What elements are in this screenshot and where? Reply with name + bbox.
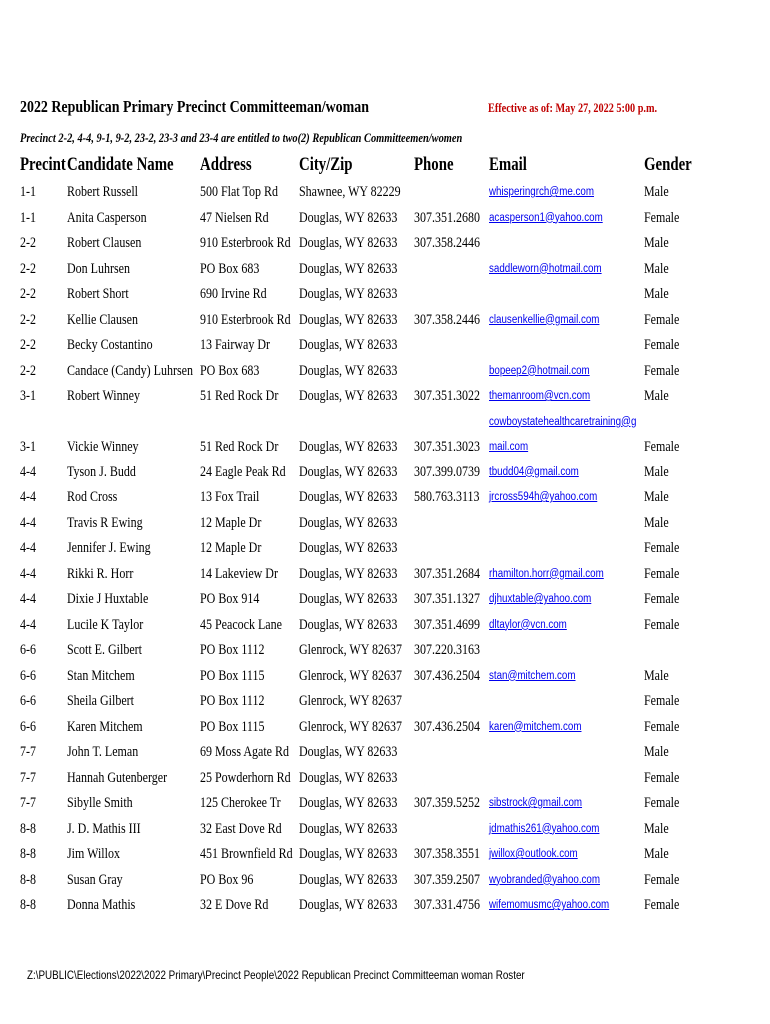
cell-precinct: 8-8 — [20, 897, 36, 913]
cell-precinct: 4-4 — [20, 463, 36, 480]
cell-precinct: 7-7 — [20, 769, 36, 786]
cell-precinct: 6-6 — [20, 718, 36, 735]
table-row — [0, 306, 770, 332]
cell-precinct: 6-6 — [20, 667, 36, 684]
cell-precinct: 2-2 — [20, 337, 36, 353]
table-row — [0, 560, 770, 586]
cell-candidate-name: Robert Russell — [67, 184, 138, 200]
cell-gender: Female — [644, 337, 680, 353]
cell-address: 500 Flat Top Rd — [200, 184, 278, 200]
cell-address: PO Box 1115 — [200, 667, 265, 684]
cell-candidate-name: Anita Casperson — [67, 209, 147, 226]
cell-city-zip: Douglas, WY 82633 — [299, 438, 398, 455]
cell-gender: Female — [644, 540, 680, 556]
cell-precinct: 6-6 — [20, 642, 36, 658]
cell-email[interactable]: dltaylor@vcn.com — [489, 618, 567, 631]
cell-email[interactable]: tbudd04@gmail.com — [489, 465, 579, 478]
cell-email[interactable]: stan@mitchem.com — [489, 669, 576, 682]
cell-city-zip: Douglas, WY 82633 — [299, 209, 398, 226]
cell-city-zip: Douglas, WY 82633 — [299, 744, 398, 760]
cell-email[interactable]: rhamilton.horr@gmail.com — [489, 567, 604, 580]
table-row — [0, 662, 770, 688]
cell-candidate-name: Donna Mathis — [67, 897, 136, 913]
table-row — [0, 891, 770, 917]
table-row — [0, 280, 770, 306]
cell-city-zip: Douglas, WY 82633 — [299, 591, 398, 607]
cell-address: 690 Irvine Rd — [200, 286, 267, 302]
cell-email[interactable]: jdmathis261@yahoo.com — [489, 822, 600, 835]
cell-gender: Male — [644, 846, 669, 862]
cell-email[interactable]: mail.com — [489, 440, 529, 453]
cell-candidate-name: Stan Mitchem — [67, 667, 135, 684]
cell-candidate-name: Lucile K Taylor — [67, 616, 144, 633]
cell-address: 451 Brownfield Rd — [200, 846, 293, 862]
cell-precinct: 4-4 — [20, 540, 36, 556]
cell-precinct: 4-4 — [20, 591, 36, 607]
cell-gender: Female — [644, 565, 680, 582]
cell-email[interactable]: jwillox@outlook.com — [489, 848, 578, 860]
cell-address: PO Box 914 — [200, 591, 260, 607]
cell-candidate-name: Travis R Ewing — [67, 514, 143, 531]
effective-date: Effective as of: May 27, 2022 5:00 p.m. — [488, 101, 658, 115]
table-row — [0, 789, 770, 815]
cell-precinct: 6-6 — [20, 693, 36, 709]
cell-city-zip: Glenrock, WY 82637 — [299, 642, 402, 658]
cell-city-zip: Douglas, WY 82633 — [299, 286, 398, 302]
header-city: City/Zip — [299, 154, 353, 175]
table-row — [0, 255, 770, 281]
cell-gender: Female — [644, 769, 680, 786]
cell-address: 910 Esterbrook Rd — [200, 235, 291, 251]
cell-gender: Male — [644, 463, 669, 480]
cell-phone: 307.359.2507 — [414, 871, 480, 888]
cell-city-zip: Douglas, WY 82633 — [299, 514, 398, 531]
cell-candidate-name: Hannah Gutenberger — [67, 769, 168, 786]
cell-address: 13 Fox Trail — [200, 489, 260, 505]
cell-address: 51 Red Rock Dr — [200, 438, 279, 455]
cell-address: PO Box 1112 — [200, 693, 265, 709]
cell-city-zip: Douglas, WY 82633 — [299, 540, 398, 556]
cell-address: 12 Maple Dr — [200, 514, 262, 531]
table-row — [0, 815, 770, 841]
precinct-note: Precinct 2-2, 4-4, 9-1, 9-2, 23-2, 23-3 and 23-4 are entitled to two(2) Republican Committeemen/women — [20, 130, 463, 145]
cell-email[interactable]: whisperingrch@me.com — [489, 186, 595, 198]
cell-precinct: 4-4 — [20, 489, 36, 505]
cell-gender: Male — [644, 184, 669, 200]
cell-phone: 307.331.4756 — [414, 897, 480, 913]
cell-phone: 307.436.2504 — [414, 718, 480, 735]
cell-city-zip: Douglas, WY 82633 — [299, 769, 398, 786]
cell-city-zip: Glenrock, WY 82637 — [299, 718, 402, 735]
cell-address: 910 Esterbrook Rd — [200, 311, 291, 328]
cell-city-zip: Douglas, WY 82633 — [299, 616, 398, 633]
cell-gender: Male — [644, 489, 669, 505]
cell-gender: Female — [644, 616, 680, 633]
cell-city-zip: Glenrock, WY 82637 — [299, 667, 402, 684]
cell-gender: Male — [644, 388, 669, 404]
cell-gender: Male — [644, 514, 669, 531]
cell-precinct: 4-4 — [20, 514, 36, 531]
cell-phone: 580.763.3113 — [414, 489, 480, 505]
cell-gender: Female — [644, 362, 680, 379]
cell-address: 45 Peacock Lane — [200, 616, 282, 633]
cell-address: 32 E Dove Rd — [200, 897, 269, 913]
cell-candidate-name: Jennifer J. Ewing — [67, 540, 151, 556]
cell-phone: 307.358.2446 — [414, 311, 480, 328]
cell-precinct: 8-8 — [20, 846, 36, 862]
cell-address: PO Box 96 — [200, 871, 254, 888]
cell-precinct: 8-8 — [20, 871, 36, 888]
table-row — [0, 636, 770, 662]
cell-phone: 307.436.2504 — [414, 667, 480, 684]
cell-gender: Male — [644, 286, 669, 302]
cell-candidate-name: Vickie Winney — [67, 438, 139, 455]
cell-address: 47 Nielsen Rd — [200, 209, 269, 226]
cell-candidate-name: Robert Short — [67, 286, 129, 302]
header-gender: Gender — [644, 154, 692, 175]
cell-gender: Female — [644, 438, 680, 455]
table-row — [0, 458, 770, 484]
cell-candidate-name: Robert Winney — [67, 388, 140, 404]
table-row — [0, 713, 770, 739]
table-row — [0, 585, 770, 611]
cell-candidate-name: Don Luhrsen — [67, 260, 130, 277]
table-row — [0, 866, 770, 892]
cell-candidate-name: Rod Cross — [67, 489, 118, 505]
cell-gender: Female — [644, 209, 680, 226]
cell-gender: Female — [644, 591, 680, 607]
cell-email[interactable]: wyobranded@yahoo.com — [489, 873, 601, 886]
table-row — [0, 611, 770, 637]
cell-precinct: 2-2 — [20, 362, 36, 379]
cell-phone: 307.399.0739 — [414, 463, 480, 480]
cell-city-zip: Douglas, WY 82633 — [299, 362, 398, 379]
cell-city-zip: Douglas, WY 82633 — [299, 260, 398, 277]
cell-city-zip: Douglas, WY 82633 — [299, 897, 398, 913]
cell-address: 24 Eagle Peak Rd — [200, 463, 286, 480]
cell-precinct: 2-2 — [20, 235, 36, 251]
cell-precinct: 8-8 — [20, 820, 36, 837]
cell-precinct: 4-4 — [20, 565, 36, 582]
table-row — [0, 331, 770, 357]
header-phone: Phone — [414, 154, 454, 175]
cell-gender: Male — [644, 820, 669, 837]
header-address: Address — [200, 154, 252, 175]
header-precinct: Precint — [20, 154, 66, 175]
cell-candidate-name: John T. Leman — [67, 744, 139, 760]
cell-candidate-name: Robert Clausen — [67, 235, 142, 251]
table-row — [0, 738, 770, 764]
cell-email[interactable]: wifemomusmc@yahoo.com — [489, 899, 610, 911]
cell-gender: Male — [644, 667, 669, 684]
cell-email[interactable]: themanroom@vcn.com — [489, 390, 591, 402]
table-row — [0, 534, 770, 560]
table-row — [0, 357, 770, 383]
cell-address: PO Box 1115 — [200, 718, 265, 735]
cell-phone: 307.358.3551 — [414, 846, 480, 862]
cell-precinct: 1-1 — [20, 184, 36, 200]
cell-email[interactable]: djhuxtable@yahoo.com — [489, 593, 592, 605]
cell-candidate-name: Sheila Gilbert — [67, 693, 134, 709]
cell-city-zip: Douglas, WY 82633 — [299, 463, 398, 480]
table-row — [0, 204, 770, 230]
cell-phone: 307.351.4699 — [414, 616, 480, 633]
cell-address: 12 Maple Dr — [200, 540, 262, 556]
cell-email[interactable]: saddleworn@hotmail.com — [489, 262, 602, 275]
file-path-footer: Z:\PUBLIC\Elections\2022\2022 Primary\Precinct People\2022 Republican Precinct Committeeman woman Roster — [27, 968, 525, 982]
table-row — [0, 687, 770, 713]
header-email: Email — [489, 154, 527, 175]
cell-gender: Male — [644, 744, 669, 760]
cell-precinct: 1-1 — [20, 209, 36, 226]
cell-phone: 307.351.3022 — [414, 388, 480, 404]
cell-address: 13 Fairway Dr — [200, 337, 270, 353]
cell-phone: 307.358.2446 — [414, 235, 480, 251]
cell-address: 69 Moss Agate Rd — [200, 744, 290, 760]
cell-precinct: 3-1 — [20, 388, 36, 404]
table-row — [0, 509, 770, 535]
cell-candidate-name: Becky Costantino — [67, 337, 153, 353]
cell-candidate-name: Susan Gray — [67, 871, 123, 888]
table-row — [0, 229, 770, 255]
cell-gender: Male — [644, 260, 669, 277]
cell-address: 51 Red Rock Dr — [200, 388, 279, 404]
table-row — [0, 408, 770, 458]
cell-address: PO Box 683 — [200, 260, 260, 277]
cell-city-zip: Douglas, WY 82633 — [299, 846, 398, 862]
cell-precinct: 3-1 — [20, 438, 36, 455]
cell-gender: Female — [644, 718, 680, 735]
table-row — [0, 178, 770, 204]
table-row — [0, 382, 770, 408]
cell-candidate-name: Kellie Clausen — [67, 311, 138, 328]
table-row — [0, 483, 770, 509]
cell-email[interactable]: clausenkellie@gmail.com — [489, 313, 600, 326]
cell-email[interactable]: acasperson1@yahoo.com — [489, 211, 603, 224]
cell-candidate-name: Rikki R. Horr — [67, 565, 134, 582]
cell-city-zip: Douglas, WY 82633 — [299, 311, 398, 328]
document-title: 2022 Republican Primary Precinct Committeeman/woman — [20, 97, 369, 116]
cell-gender: Female — [644, 693, 680, 709]
cell-precinct: 4-4 — [20, 616, 36, 633]
cell-email-line1[interactable]: cowboystatehealthcaretraining@g — [489, 415, 637, 428]
cell-phone: 307.351.3023 — [414, 438, 480, 455]
cell-email[interactable]: sibstrock@gmail.com — [489, 797, 583, 809]
cell-phone: 307.351.2684 — [414, 565, 480, 582]
cell-precinct: 2-2 — [20, 286, 36, 302]
cell-address: PO Box 1112 — [200, 642, 265, 658]
cell-candidate-name: Karen Mitchem — [67, 718, 143, 735]
cell-gender: Female — [644, 311, 680, 328]
cell-address: PO Box 683 — [200, 362, 260, 379]
cell-candidate-name: Sibylle Smith — [67, 795, 133, 811]
cell-city-zip: Douglas, WY 82633 — [299, 388, 398, 404]
cell-city-zip: Douglas, WY 82633 — [299, 871, 398, 888]
cell-city-zip: Douglas, WY 82633 — [299, 337, 398, 353]
cell-gender: Female — [644, 897, 680, 913]
cell-gender: Female — [644, 871, 680, 888]
cell-candidate-name: Scott E. Gilbert — [67, 642, 142, 658]
cell-candidate-name: Candace (Candy) Luhrsen — [67, 362, 193, 379]
cell-city-zip: Douglas, WY 82633 — [299, 795, 398, 811]
cell-candidate-name: Jim Willox — [67, 846, 120, 862]
cell-city-zip: Douglas, WY 82633 — [299, 565, 398, 582]
cell-city-zip: Douglas, WY 82633 — [299, 820, 398, 837]
cell-city-zip: Shawnee, WY 82229 — [299, 184, 401, 200]
cell-phone: 307.351.2680 — [414, 209, 480, 226]
cell-precinct: 2-2 — [20, 311, 36, 328]
cell-candidate-name: Dixie J Huxtable — [67, 591, 149, 607]
table-row — [0, 764, 770, 790]
cell-gender: Male — [644, 235, 669, 251]
cell-phone: 307.359.5252 — [414, 795, 480, 811]
cell-address: 125 Cherokee Tr — [200, 795, 281, 811]
cell-phone: 307.351.1327 — [414, 591, 480, 607]
cell-email[interactable]: bopeep2@hotmail.com — [489, 364, 590, 377]
cell-email[interactable]: karen@mitchem.com — [489, 720, 582, 733]
cell-phone: 307.220.3163 — [414, 642, 480, 658]
table-row — [0, 840, 770, 866]
cell-city-zip: Douglas, WY 82633 — [299, 235, 398, 251]
cell-precinct: 7-7 — [20, 795, 36, 811]
cell-candidate-name: Tyson J. Budd — [67, 463, 136, 480]
header-candidate: Candidate Name — [67, 154, 174, 175]
cell-email[interactable]: jrcross594h@yahoo.com — [489, 491, 598, 503]
cell-address: 32 East Dove Rd — [200, 820, 282, 837]
cell-candidate-name: J. D. Mathis III — [67, 820, 141, 837]
cell-precinct: 2-2 — [20, 260, 36, 277]
cell-city-zip: Glenrock, WY 82637 — [299, 693, 402, 709]
cell-city-zip: Douglas, WY 82633 — [299, 489, 398, 505]
cell-address: 25 Powderhorn Rd — [200, 769, 291, 786]
cell-address: 14 Lakeview Dr — [200, 565, 278, 582]
cell-precinct: 7-7 — [20, 744, 36, 760]
cell-gender: Female — [644, 795, 680, 811]
